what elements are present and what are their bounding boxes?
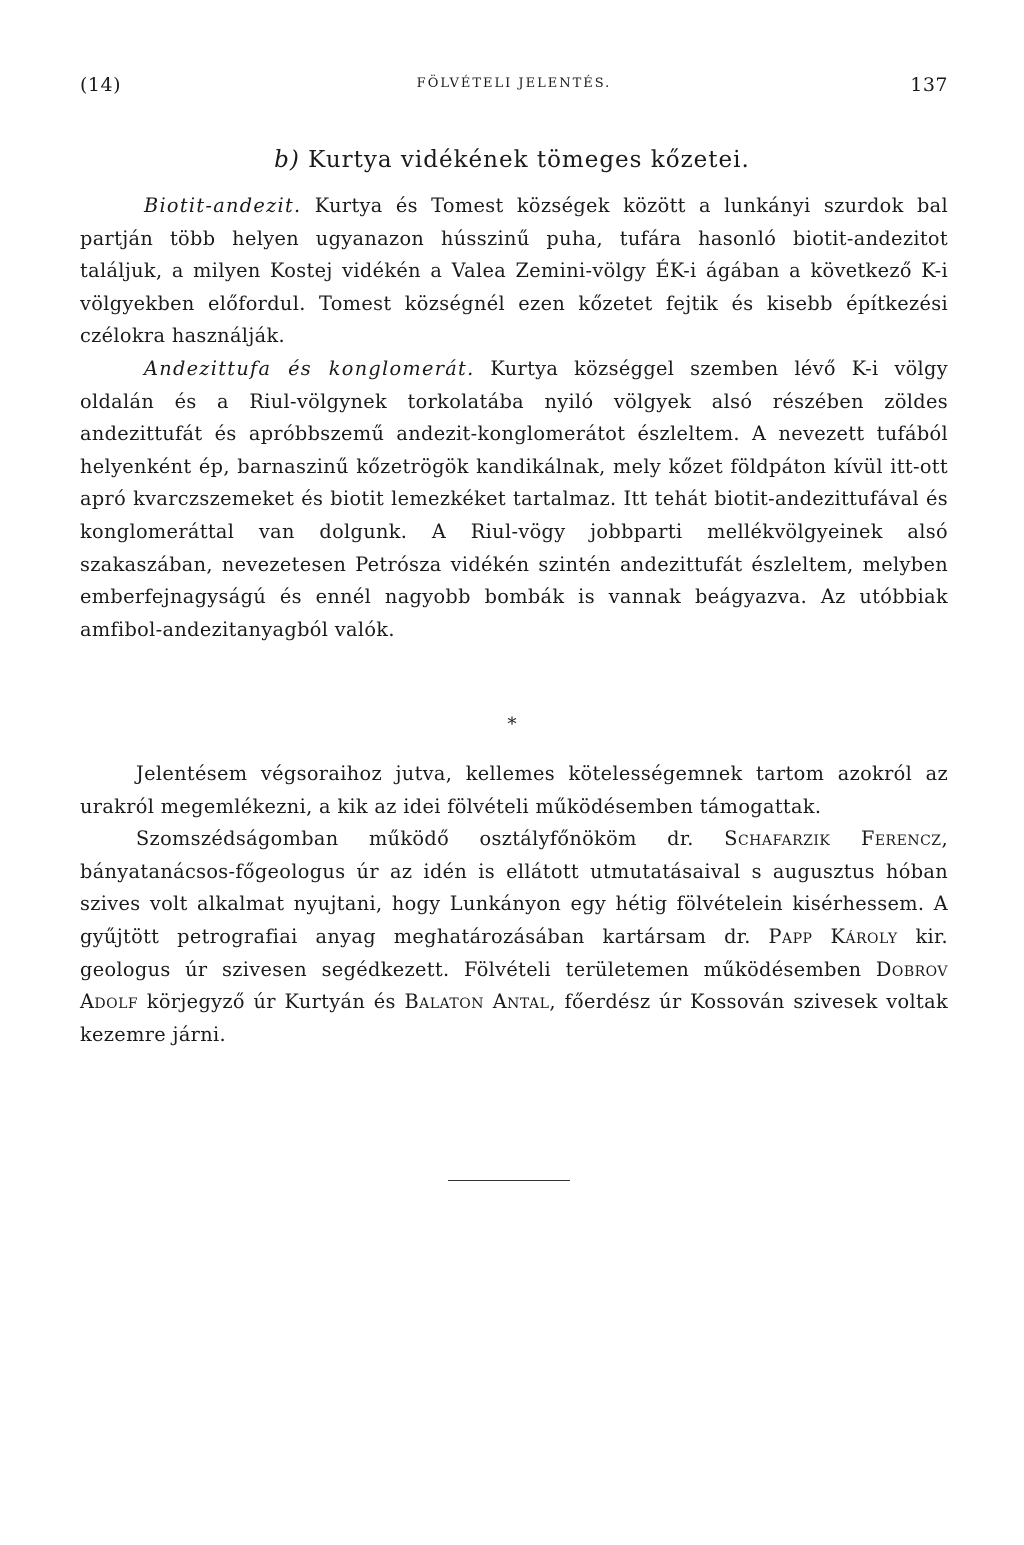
person-name: Balaton Antal — [404, 990, 550, 1014]
closing-text-d: körjegyző úr Kurtyán és — [138, 990, 405, 1014]
closing-text-b: , bányatanácsos-főgeologus úr az idén is ellátott utmutatásaival s augusztus hóban szives volt alkalmat nyujtani, hogy Lunkányon egy hétig fölvételein kisérhessem. A gyűjtött petrografiai anyag meghatározásában kartársam dr. — [80, 827, 948, 948]
closing-text-a: Szomszédságomban működő osztályfőnököm dr. — [136, 827, 725, 851]
closing-text-e: , főerdész úr Kossován szivesek voltak kezemre járni. — [80, 990, 948, 1046]
paragraph-andezittufa — [80, 353, 948, 646]
section-heading — [0, 147, 1024, 173]
page-label: (14) — [80, 74, 122, 96]
paragraph-lead: Andezittufa és konglomerát. — [144, 356, 475, 380]
page-number: 137 — [910, 74, 948, 96]
running-title: FÖLVÉTELI JELENTÉS. — [416, 76, 612, 91]
person-name: Dobrov Adolf — [80, 957, 948, 1014]
page-header — [80, 74, 948, 104]
section-separator: * — [507, 714, 517, 735]
section-marker: b) — [274, 147, 300, 173]
paragraph-biotit-andezit — [80, 190, 948, 353]
closing-text-c: kir. geologus úr szivesen segédkezett. Fölvételi területemen működésemben — [80, 924, 948, 981]
closing-paragraph-1: Jelentésem végsoraihoz jutva, kellemes kötelességemnek tartom azokról az urakról megemlékezni, a kik az idei fölvételi működésemben támogattak. — [80, 762, 948, 818]
end-rule — [448, 1180, 570, 1181]
person-name: Papp Károly — [768, 924, 898, 948]
paragraph-text: Kurtya és Tomest községek között a lunkányi szurdok bal partján több helyen ugyanazon hússzinű puha, tufára hasonló biotit-andezitot találjuk, a milyen Kostej vidékén a Valea Zemini-völgy ÉK-i ágában a következő K-i völgyekben előfordul. Tomest községnél ezen kőzetet fejtik és kisebb építkezési czélokra használják. — [80, 194, 948, 348]
closing-paragraph-2 — [80, 823, 948, 1051]
main-text — [80, 190, 948, 646]
paragraph-text: Kurtya községgel szemben lévő K-i völgy oldalán és a Riul-völgynek torkolatába nyiló völgyek alsó részében zöldes andezittufát és apróbbszemű andezit-konglomerátot észleltem. A nevezett tufából helyenként ép, barnaszinű kőzetrögök kandikálnak, mely kőzet földpáton kívül itt-ott apró kvarczszemeket és biotit lemezkéket tartalmaz. Itt tehát biotit-andezittufával és konglomeráttal van dolgunk. A Riul-vögy jobbparti mellékvölgyeinek alsó szakaszában, nevezetesen Petrósza vidékén szintén andezittufát észleltem, melyben emberfejnagyságú és ennél nagyobb bombák is vannak beágyazva. Az utóbbiak amfibol-andezitanyagból valók. — [80, 356, 948, 641]
closing-text — [80, 758, 948, 1051]
person-name: Schafarzik Ferencz — [724, 827, 942, 851]
section-title: Kurtya vidékének tömeges kőzetei. — [308, 147, 750, 173]
paragraph-lead: Biotit-andezit. — [144, 194, 302, 217]
